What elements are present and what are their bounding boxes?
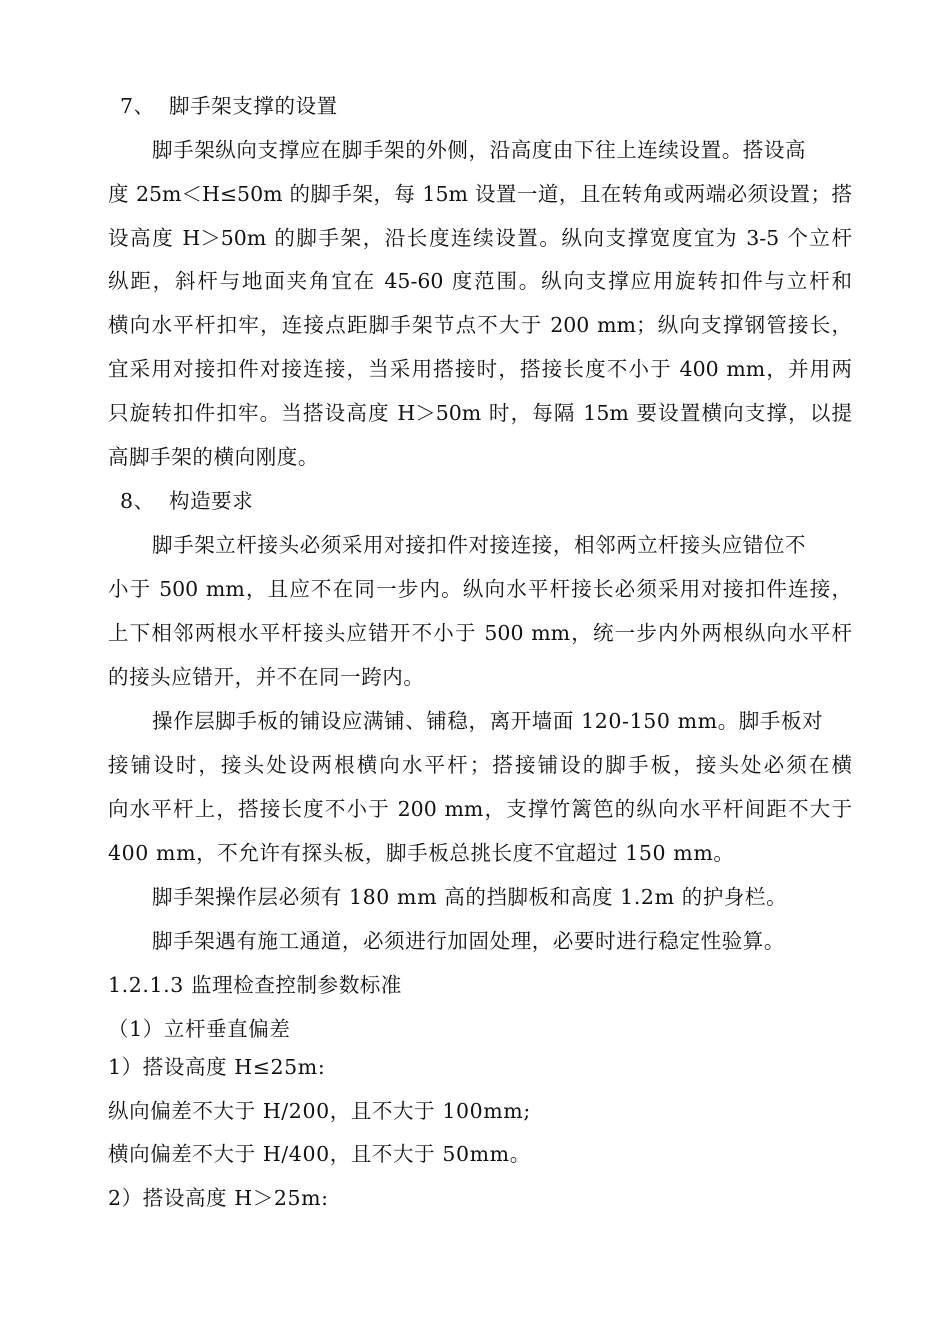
- paragraph-line: 小于 500 mm，且应不在同一步内。纵向水平杆接长必须采用对接扣件连接，: [108, 577, 852, 601]
- list-item-line: 横向偏差不大于 H/400，且不大于 50mm。: [108, 1142, 531, 1166]
- list-item-line: 纵向偏差不大于 H/200，且不大于 100mm;: [108, 1099, 531, 1123]
- paragraph-line: 设高度 H＞50m 的脚手架，沿长度连续设置。纵向支撑宽度宜为 3-5 个立杆: [108, 226, 852, 250]
- paragraph-line: 操作层脚手板的铺设应满铺、铺稳，离开墙面 120-150 mm。脚手板对: [152, 709, 824, 733]
- paragraph-line: 的接头应错开，并不在同一跨内。: [108, 665, 425, 689]
- list-item-title: 1）搭设高度 H≤25m:: [108, 1055, 326, 1079]
- paragraph-line: 度 25m＜H≤50m 的脚手架，每 15m 设置一道，且在转角或两端必须设置；搭: [108, 182, 852, 206]
- paragraph-line: 高脚手架的横向刚度。: [108, 445, 319, 469]
- paragraph-line: 只旋转扣件扣牢。当搭设高度 H＞50m 时，每隔 15m 要设置横向支撑，以提: [108, 401, 852, 425]
- paragraph-line: 400 mm，不允许有探头板，脚手板总挑长度不宜超过 150 mm。: [108, 841, 735, 865]
- paragraph-line: 纵距，斜杆与地面夹角宜在 45-60 度范围。纵向支撑应用旋转扣件与立杆和: [108, 269, 852, 293]
- subsection-heading: （1）立杆垂直偏差: [108, 1017, 291, 1041]
- paragraph-line: 上下相邻两根水平杆接头应错开不小于 500 mm，统一步内外两根纵向水平杆: [108, 621, 852, 645]
- paragraph-line: 脚手架操作层必须有 180 mm 高的挡脚板和高度 1.2m 的护身栏。: [152, 885, 788, 909]
- paragraph-line: 横向水平杆扣牢，连接点距脚手架节点不大于 200 mm；纵向支撑钢管接长，: [108, 313, 852, 337]
- paragraph-line: 接铺设时，接头处设两根横向水平杆；搭接铺设的脚手板，接头处必须在横: [108, 753, 852, 777]
- list-item-title: 2）搭设高度 H＞25m:: [108, 1186, 329, 1210]
- paragraph-line: 脚手架立杆接头必须采用对接扣件对接连接，相邻两立杆接头应错位不: [152, 533, 807, 557]
- section-1213-heading: 1.2.1.3 监理检查控制参数标准: [108, 973, 403, 997]
- section-8-heading: 8、 构造要求: [120, 489, 254, 513]
- paragraph-line: 脚手架遇有施工通道，必须进行加固处理，必要时进行稳定性验算。: [152, 929, 785, 953]
- paragraph-line: 脚手架纵向支撑应在脚手架的外侧，沿高度由下往上连续设置。搭设高: [152, 138, 807, 162]
- paragraph-line: 宜采用对接扣件对接连接，当采用搭接时，搭接长度不小于 400 mm，并用两: [108, 357, 852, 381]
- section-7-heading: 7、 脚手架支撑的设置: [120, 94, 338, 118]
- paragraph-line: 向水平杆上，搭接长度不小于 200 mm，支撑竹篱笆的纵向水平杆间距不大于: [108, 797, 852, 821]
